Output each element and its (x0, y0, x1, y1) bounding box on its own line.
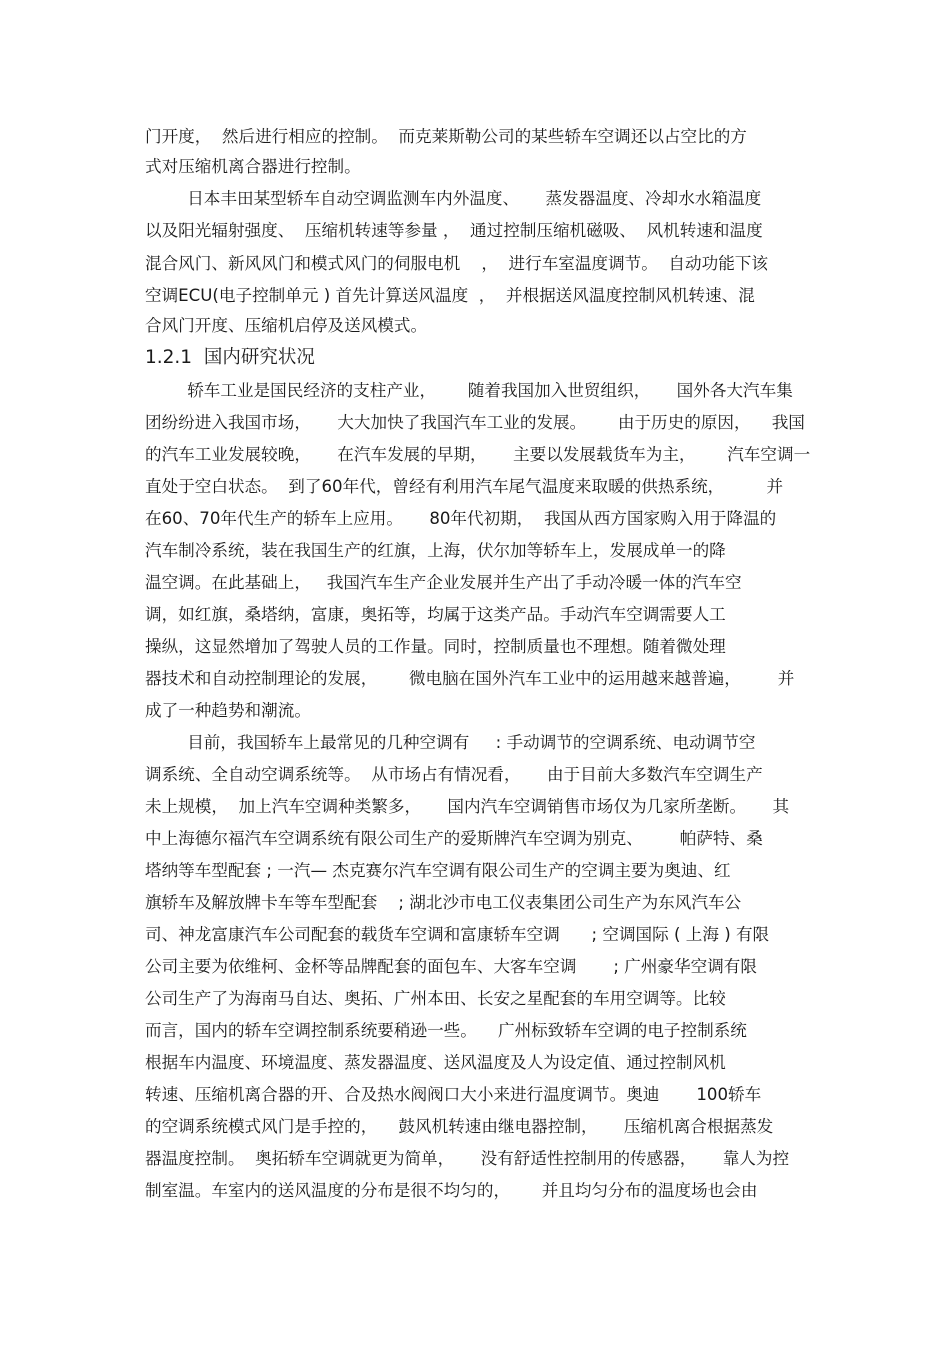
paragraph-3-line-9: 操纵，这显然增加了驾驶人员的工作量。同时，控制质量也不理想。随着微处理 (145, 637, 726, 656)
paragraph-3-line-5: 在60、70年代生产的轿车上应用。 80年代初期， 我国从西方国家购入用于降温的 (145, 509, 777, 528)
paragraph-4-line-8: 公司主要为依维柯、金杯等品牌配套的面包车、大客车空调 ; 广州豪华空调有限 (145, 957, 757, 976)
paragraph-3-line-6: 汽车制冷系统，装在我国生产的红旗，上海，伏尔加等轿车上，发展成单一的降 (145, 541, 726, 560)
paragraph-4-line-1: 目前，我国轿车上最常见的几种空调有 : 手动调节的空调系统、电动调节空 (145, 733, 756, 752)
paragraph-4-line-6: 旗轿车及解放牌卡车等车型配套 ; 湖北沙市电工仪表集团公司生产为东风汽车公 (145, 893, 742, 912)
paragraph-4-line-4: 中上海德尔福汽车空调系统有限公司生产的爱斯牌汽车空调为别克、 帕萨特、桑 (145, 829, 763, 848)
paragraph-2-line-1: 日本丰田某型轿车自动空调监测车内外温度、 蒸发器温度、冷却水水箱温度 (145, 189, 762, 208)
paragraph-4-line-14: 器温度控制。 奥拓轿车空调就更为简单， 没有舒适性控制用的传感器， 靠人为控 (145, 1149, 790, 1168)
paragraph-3-line-8: 调，如红旗，桑塔纳，富康，奥拓等，均属于这类产品。手动汽车空调需要人工 (145, 605, 726, 624)
paragraph-4-line-7: 司、神龙富康汽车公司配套的载货车空调和富康轿车空调 ; 空调国际 ( 上海 ) 有限 (145, 925, 770, 944)
paragraph-3-line-2: 团纷纷进入我国市场， 大大加快了我国汽车工业的发展。 由于历史的原因， 我国 (145, 413, 805, 432)
paragraph-3-line-4: 直处于空白状态。 到了60年代，曾经有利用汽车尾气温度来取暖的供热系统， 并 (145, 477, 784, 496)
paragraph-1-line-2: 式对压缩机离合器进行控制。 (145, 157, 361, 176)
paragraph-4-line-15: 制室温。车室内的送风温度的分布是很不均匀的， 并且均匀分布的温度场也会由 (145, 1181, 758, 1200)
section-heading: 1.2.1 国内研究状况 (145, 347, 315, 368)
paragraph-3-line-7: 温空调。在此基础上， 我国汽车生产企业发展并生产出了手动冷暖一体的汽车空 (145, 573, 742, 592)
paragraph-4-line-12: 转速、压缩机离合器的开、合及热水阀阀口大小来进行温度调节。奥迪 100轿车 (145, 1085, 762, 1104)
paragraph-3-line-1: 轿车工业是国民经济的支柱产业， 随着我国加入世贸组织， 国外各大汽车集 (145, 381, 793, 400)
paragraph-3-line-10: 器技术和自动控制理论的发展， 微电脑在国外汽车工业中的运用越来越普遍， 并 (145, 669, 795, 688)
paragraph-4-line-3: 未上规模， 加上汽车空调种类繁多， 国内汽车空调销售市场仅为几家所垄断。 其 (145, 797, 790, 816)
paragraph-2-line-3: 混合风门、新风风门和模式风门的伺服电机 ， 进行车室温度调节。 自动功能下该 (145, 254, 768, 273)
paragraph-4-line-11: 根据车内温度、环境温度、蒸发器温度、送风温度及人为设定值、通过控制风机 (145, 1053, 726, 1072)
paragraph-2-line-4: 空调ECU(电子控制单元 ) 首先计算送风温度 ， 并根据送风温度控制风机转速、混 (145, 286, 755, 305)
paragraph-2-line-5: 合风门开度、压缩机启停及送风模式。 (145, 316, 428, 335)
paragraph-3-line-3: 的汽车工业发展较晚， 在汽车发展的早期， 主要以发展载货车为主， 汽车空调一 (145, 445, 811, 464)
paragraph-4-line-9: 公司生产了为海南马自达、奥拓、广州本田、长安之星配套的车用空调等。比较 (145, 989, 726, 1008)
paragraph-4-line-10: 而言，国内的轿车空调控制系统要稍逊一些。 广州标致轿车空调的电子控制系统 (145, 1021, 747, 1040)
paragraph-4-line-5: 塔纳等车型配套 ; 一汽— 杰克赛尔汽车空调有限公司生产的空调主要为奥迪、红 (145, 861, 731, 880)
paragraph-4-line-2: 调系统、全自动空调系统等。 从市场占有情况看， 由于目前大多数汽车空调生产 (145, 765, 763, 784)
paragraph-4-line-13: 的空调系统模式风门是手控的， 鼓风机转速由继电器控制， 压缩机离合根据蒸发 (145, 1117, 774, 1136)
paragraph-1-line-1: 门开度， 然后进行相应的控制。 而克莱斯勒公司的某些轿车空调还以占空比的方 (145, 127, 747, 146)
paragraph-2-line-2: 以及阳光辐射强度、 压缩机转速等参量 ， 通过控制压缩机磁吸、 风机转速和温度 (145, 221, 763, 240)
paragraph-3-line-11: 成了一种趋势和潮流。 (145, 701, 311, 720)
